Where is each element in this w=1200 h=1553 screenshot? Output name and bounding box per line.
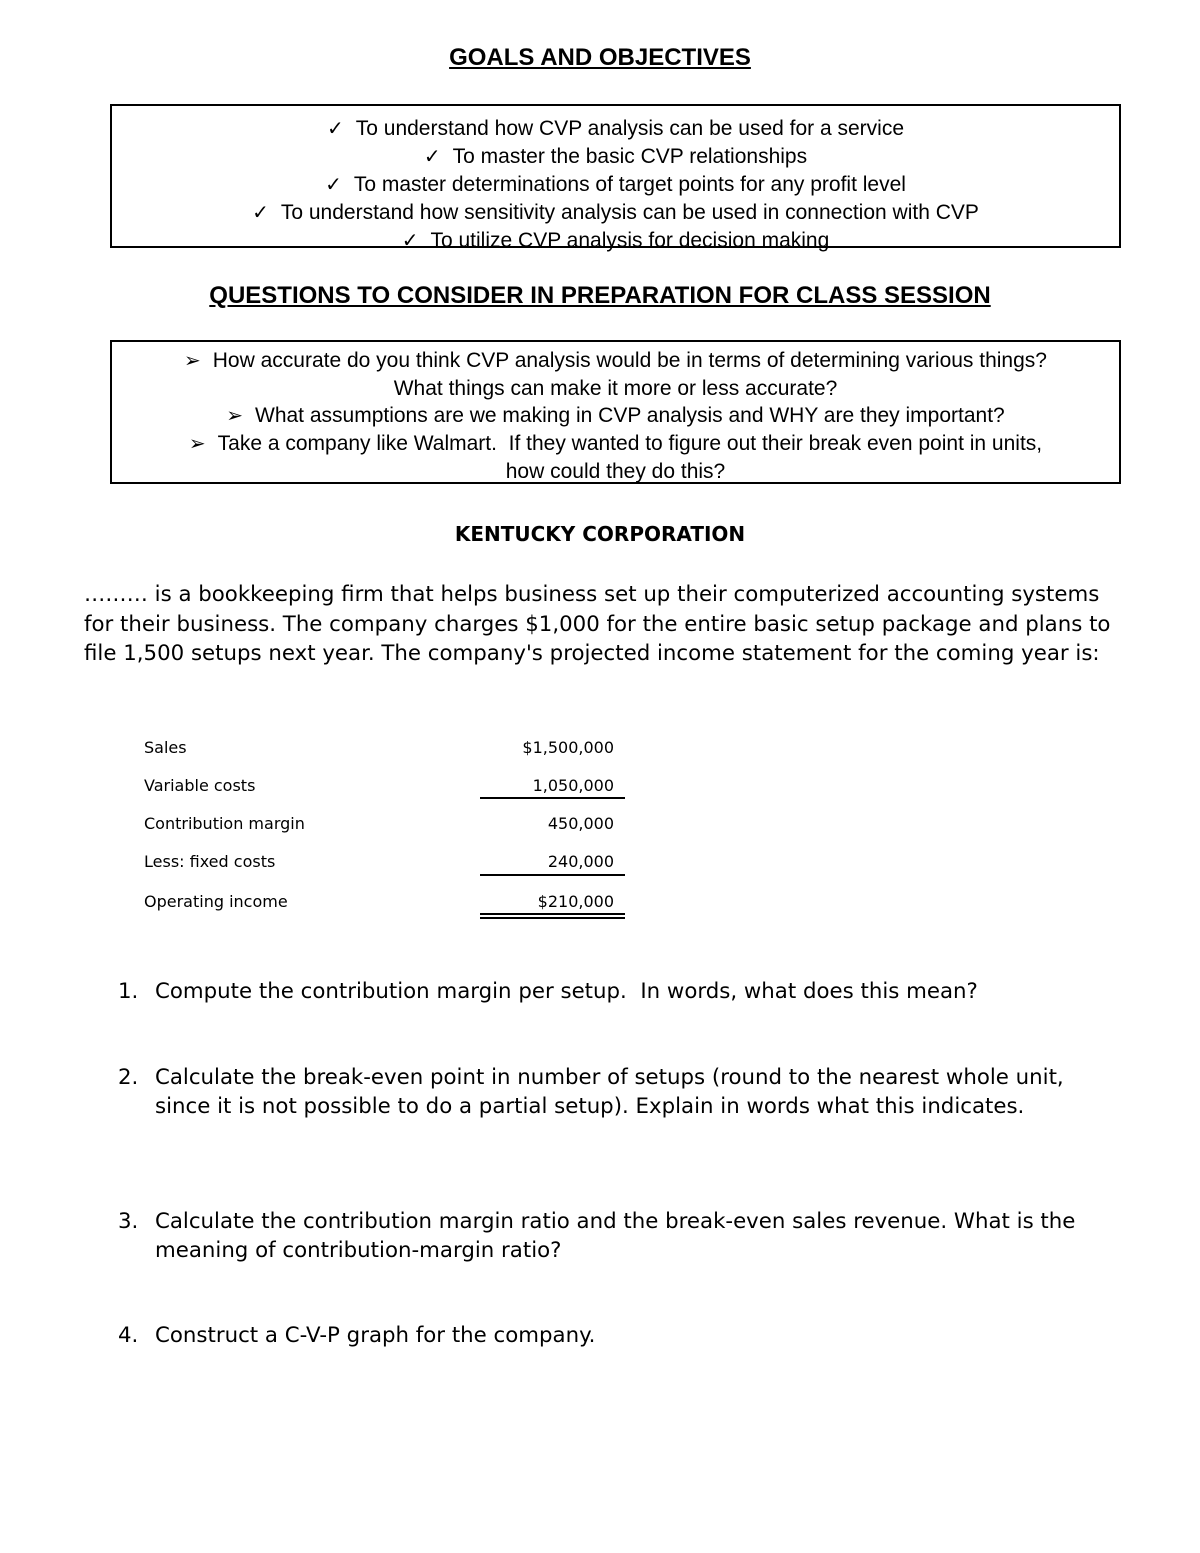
question-item: ➢ Take a company like Walmart. If they wanted to figure out their break even point in units,: [112, 430, 1119, 458]
statement-row-contribution-margin: [0, 810, 1200, 840]
statement-value: 1,050,000: [532, 776, 614, 795]
question-item-continuation: What things can make it more or less accurate?: [393, 377, 838, 400]
task-item: [118, 1063, 1118, 1121]
task-number: 2.: [118, 1065, 139, 1090]
goal-item: ✓ To master the basic CVP relationships: [112, 143, 1119, 171]
statement-value: 240,000: [547, 852, 614, 871]
statement-label: Less: fixed costs: [144, 852, 276, 871]
underline-rule: [480, 874, 625, 876]
arrowhead-bullet-icon: ➢: [188, 433, 206, 455]
questions-title: QUESTIONS TO CONSIDER IN PREPARATION FOR CLASS SESSION: [209, 282, 991, 309]
task-text: Calculate the break-even point in number of setups (round to the nearest whole unit, since it is not possible to do a partial setup). Explain in words what this indicates.: [155, 1065, 1064, 1119]
task-item: [118, 977, 1118, 1006]
statement-label: Operating income: [144, 892, 288, 911]
question-item: ➢ How accurate do you think CVP analysis would be in terms of determining various things?: [112, 347, 1119, 375]
check-icon: ✓: [326, 118, 344, 140]
goal-item: ✓ To understand how CVP analysis can be used for a service: [112, 115, 1119, 143]
statement-value: $1,500,000: [522, 738, 614, 757]
goal-item: ✓ To understand how sensitivity analysis can be used in connection with CVP: [112, 199, 1119, 227]
task-number: 3.: [118, 1209, 139, 1234]
arrowhead-bullet-icon: ➢: [184, 350, 201, 372]
company-intro: ……… is a bookkeeping firm that helps business set up their computerized accounting systems for their business. The company charges $1,000 for the entire basic setup package and plans to file 1,500 setups next year. The company's projected income statement for the coming year is:: [84, 582, 1111, 666]
question-item: ➢ What assumptions are we making in CVP analysis and WHY are they important?: [112, 402, 1119, 430]
goals-box: [110, 104, 1121, 252]
task-text: Compute the contribution margin per setup. In words, what does this mean?: [155, 979, 978, 1004]
statement-row-sales: [0, 734, 1200, 764]
check-icon: ✓: [423, 146, 441, 168]
statement-value: 450,000: [547, 814, 614, 833]
statement-label: Sales: [144, 738, 187, 757]
statement-label: Variable costs: [144, 776, 256, 795]
double-underline-top: [480, 913, 625, 915]
check-icon: ✓: [325, 174, 342, 196]
statement-value: $210,000: [537, 892, 614, 911]
questions-box: [110, 340, 1121, 484]
check-icon: ✓: [401, 230, 419, 252]
goal-item: ✓ To master determinations of target points for any profit level: [112, 171, 1119, 199]
task-number: 1.: [118, 979, 139, 1004]
task-text: Calculate the contribution margin ratio and the break-even sales revenue. What is the meaning of contribution-margin ratio?: [155, 1209, 1076, 1263]
statement-label: Contribution margin: [144, 814, 305, 833]
check-icon: ✓: [252, 202, 269, 224]
double-underline-bottom: [480, 917, 625, 919]
task-number: 4.: [118, 1323, 139, 1348]
arrowhead-bullet-icon: ➢: [226, 405, 243, 427]
task-item: [118, 1321, 1118, 1350]
task-item: [118, 1207, 1118, 1265]
goals-title: GOALS AND OBJECTIVES: [449, 44, 751, 71]
underline-rule: [480, 797, 625, 799]
goal-item: ✓ To utilize CVP analysis for decision making: [112, 227, 1119, 255]
task-text: Construct a C-V-P graph for the company.: [155, 1323, 596, 1348]
question-item-continuation: how could they do this?: [505, 460, 726, 483]
company-title: KENTUCKY CORPORATION: [454, 522, 746, 546]
